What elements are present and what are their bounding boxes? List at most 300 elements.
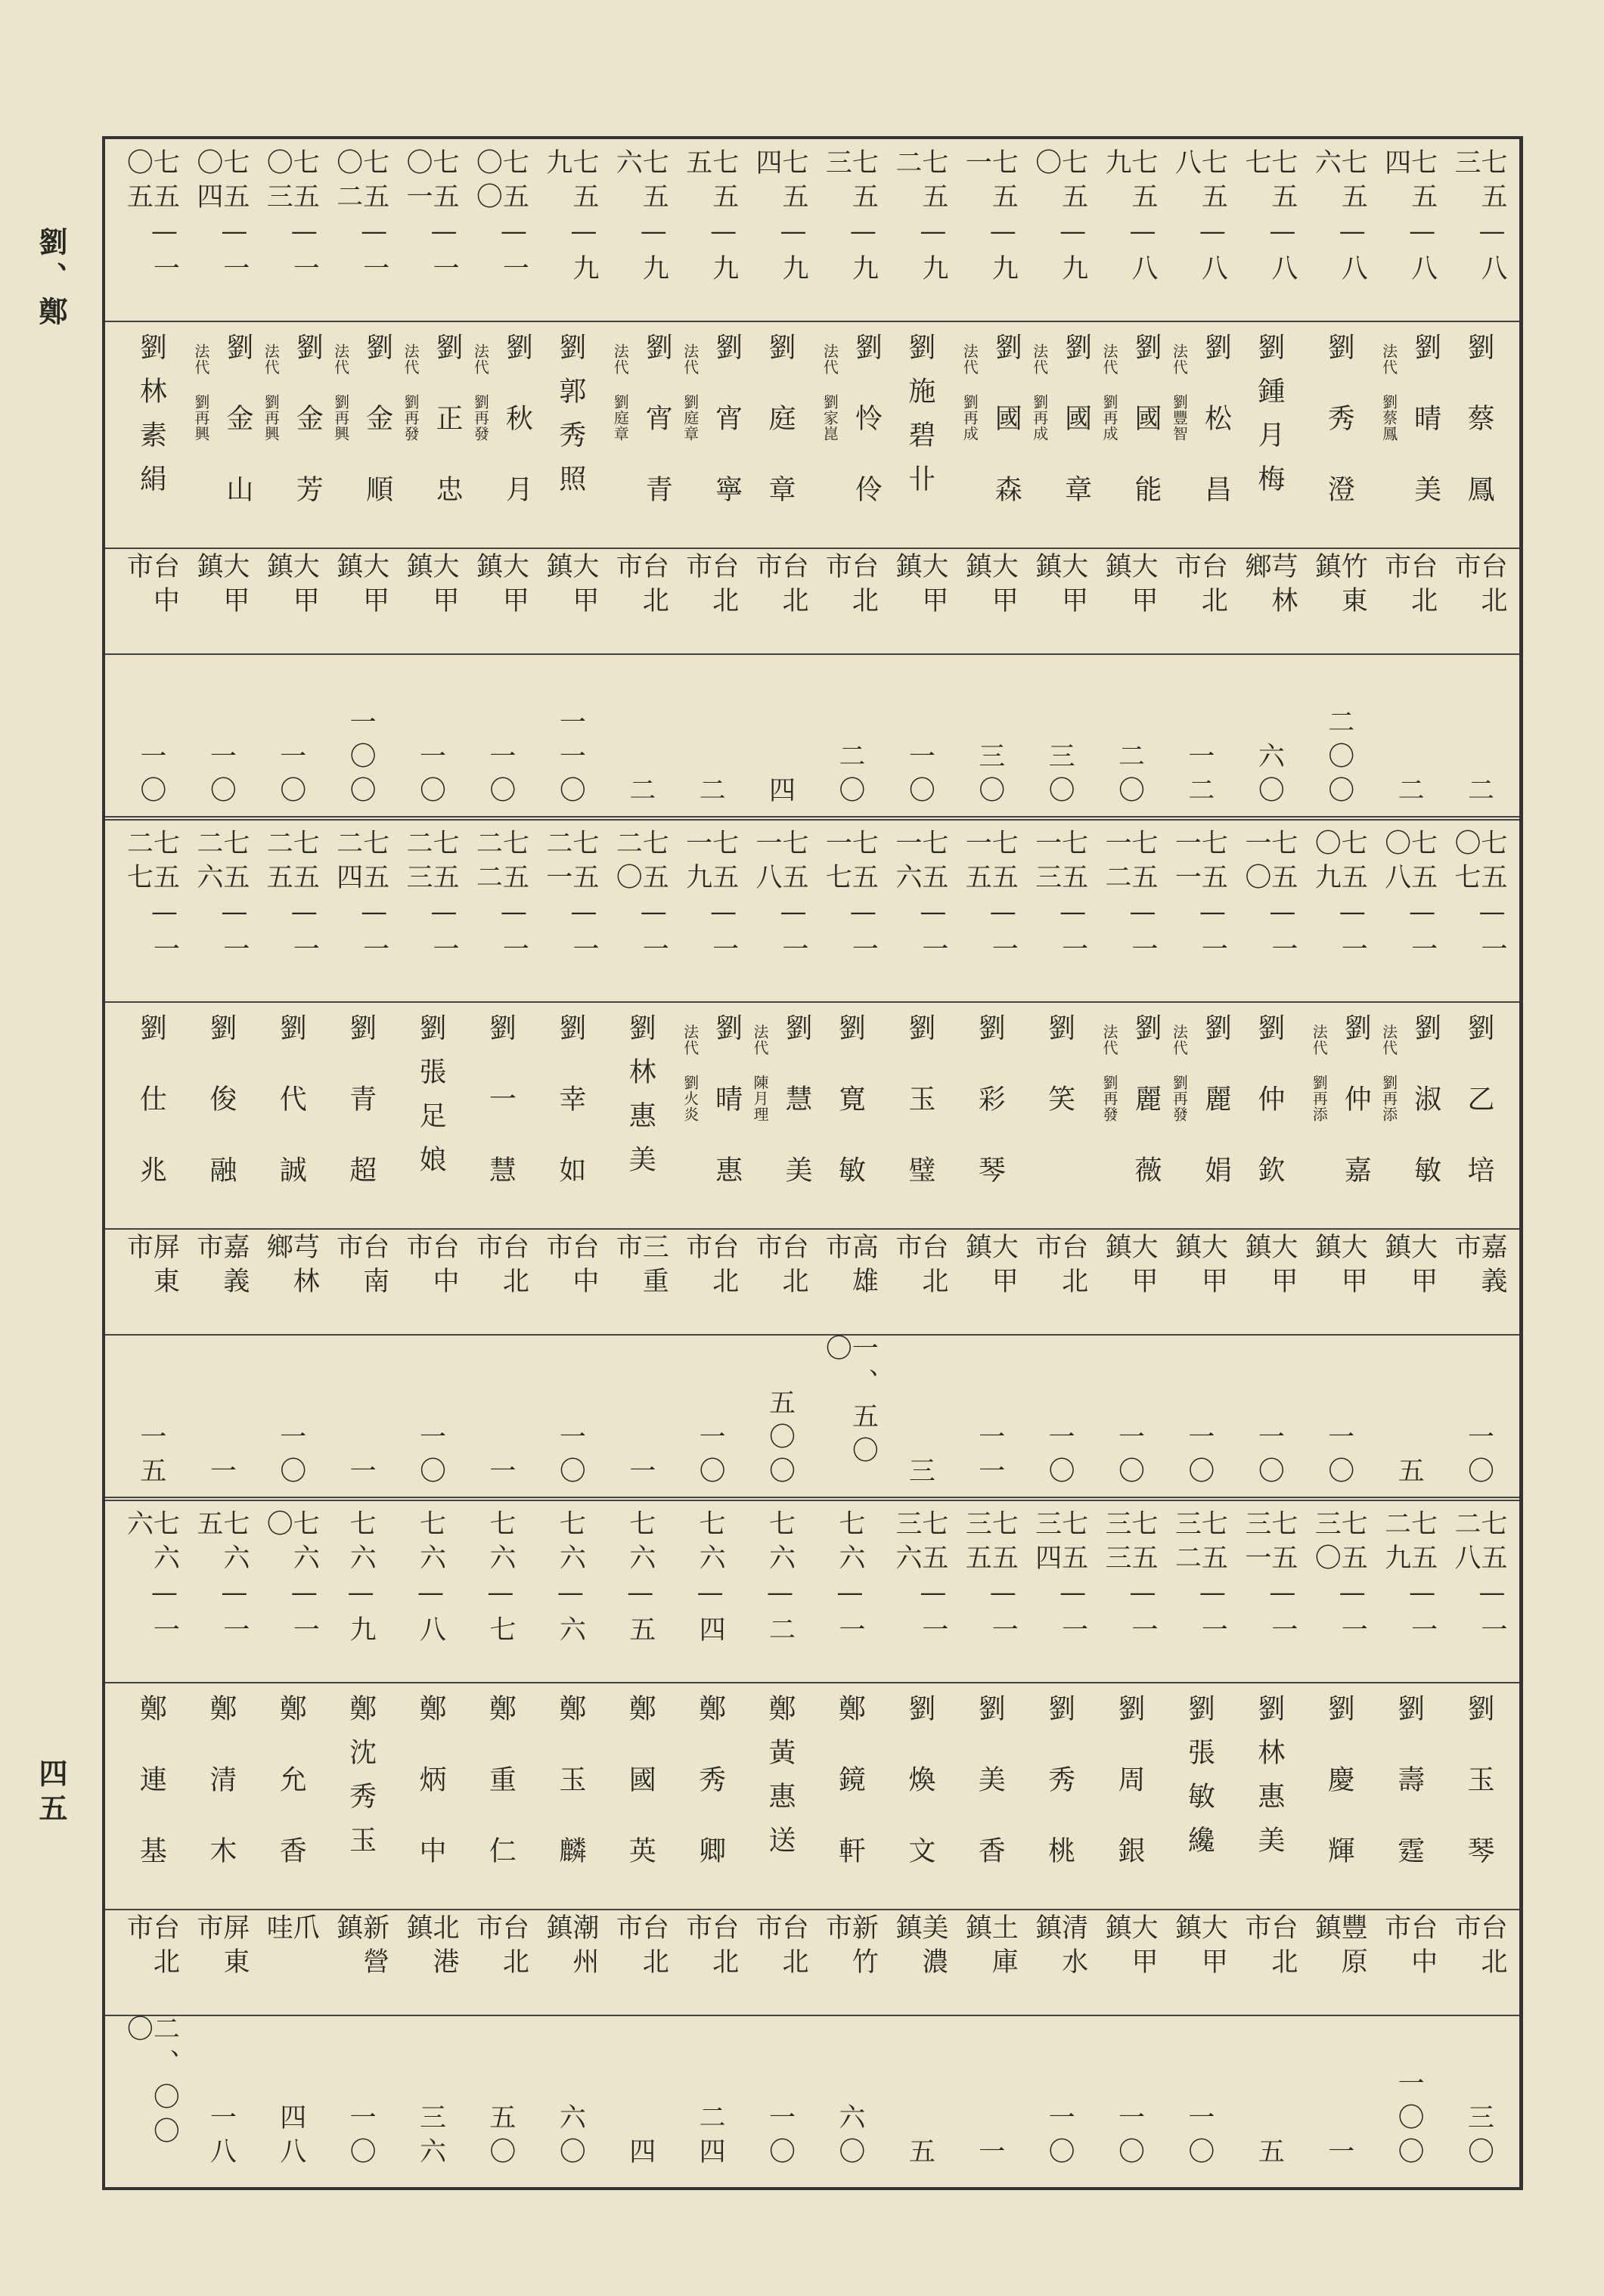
id-cell (814, 820, 884, 1001)
place-text: 新竹市 (821, 1913, 879, 1981)
name-text: 劉仕兆 (135, 1013, 167, 1227)
legal-rep-note: 法代 劉再興 (191, 343, 210, 442)
amount-cell (186, 653, 256, 816)
id-text: 七五—九〇 (1031, 148, 1088, 288)
place-text: 大甲鎮 (402, 552, 459, 620)
amount-cell (1234, 2015, 1304, 2177)
place-text: 台北市 (681, 552, 739, 620)
id-cell (1444, 1500, 1513, 1682)
name-cell (256, 1001, 325, 1228)
id-cell (1304, 139, 1373, 321)
name-cell (605, 1682, 675, 1909)
amount-text: 一〇 (275, 1423, 306, 1491)
amount-cell (885, 1334, 954, 1497)
id-cell (954, 820, 1024, 1001)
place-cell (465, 1909, 535, 2015)
name-text: 劉松昌 (1200, 333, 1232, 546)
amount-text: 一〇 (1044, 2103, 1075, 2171)
amount-cell (1444, 1334, 1513, 1497)
place-cell (186, 1909, 256, 2015)
name-row (105, 1001, 1519, 1230)
amount-cell (1025, 1334, 1094, 1497)
name-text: 劉乙培 (1463, 1013, 1494, 1227)
id-text: 七五—九二 (891, 148, 948, 288)
place-text: 台北市 (1450, 552, 1507, 620)
id-cell (745, 139, 814, 321)
id-text: 七五—一一三 (1031, 829, 1088, 969)
place-cell (885, 1909, 954, 2015)
amount-cell (605, 653, 675, 816)
place-text: 台北市 (1171, 552, 1228, 620)
name-cell (675, 1001, 745, 1228)
amount-cell (675, 1334, 745, 1497)
amount-cell (326, 1334, 396, 1497)
place-cell (675, 1909, 745, 2015)
place-text: 台中市 (402, 1233, 459, 1301)
name-text: 劉林惠美 (1253, 1694, 1285, 1869)
place-text: 台北市 (752, 552, 808, 620)
amount-text: 一 (485, 1457, 516, 1491)
amount-text: 一 (625, 1457, 656, 1491)
place-text: 台北市 (123, 1913, 180, 1981)
name-cell (1094, 1682, 1164, 1909)
id-cell (1234, 1500, 1304, 1682)
id-cell (954, 1500, 1024, 1682)
place-text: 芎林鄉 (262, 1233, 320, 1301)
place-cell (1304, 548, 1373, 653)
place-cell (465, 1228, 535, 1334)
id-row (105, 139, 1519, 322)
amount-text: 一〇 (695, 1423, 726, 1491)
amount-text: 三〇 (1463, 2103, 1494, 2171)
id-text: 七五—一三六 (891, 1509, 948, 1649)
amount-text: 一〇 (415, 742, 446, 810)
amount-cell (1444, 2015, 1513, 2177)
name-cell (535, 321, 605, 548)
amount-text: 一〇 (1323, 1423, 1354, 1491)
place-text: 台北市 (681, 1233, 739, 1301)
amount-text: 一 (974, 2137, 1005, 2171)
place-text: 台北市 (1240, 1913, 1298, 1981)
place-text: 大甲鎮 (332, 552, 389, 620)
id-text: 七五—一二七 (123, 829, 180, 969)
amount-text: 四八 (275, 2103, 306, 2171)
place-text: 大甲鎮 (1171, 1233, 1228, 1301)
name-cell (535, 1001, 605, 1228)
amount-text: 一 (206, 1457, 237, 1491)
id-cell (814, 139, 884, 321)
id-row (105, 820, 1519, 1003)
name-cell (1164, 1001, 1233, 1228)
place-cell (1094, 1228, 1164, 1334)
id-cell (1094, 820, 1164, 1001)
name-cell (885, 1001, 954, 1228)
name-text: 劉怜伶 (851, 333, 883, 546)
name-text: 劉彩琴 (974, 1013, 1006, 1227)
amount-cell (116, 1334, 185, 1497)
place-text: 台北市 (681, 1913, 739, 1981)
name-text: 鄭沈秀玉 (345, 1694, 377, 1869)
name-text: 劉金山 (222, 333, 253, 546)
place-cell (954, 1228, 1024, 1334)
amount-cell (1444, 653, 1513, 816)
name-cell (1234, 1001, 1304, 1228)
legal-rep-note: 法代 劉再發 (1100, 1024, 1118, 1122)
name-cell (396, 1682, 465, 1909)
id-cell (535, 1500, 605, 1682)
place-cell (605, 1228, 675, 1334)
amount-text: 六〇 (1254, 742, 1285, 810)
place-text: 大甲鎮 (1031, 552, 1088, 620)
place-cell (745, 548, 814, 653)
amount-cell (885, 2015, 954, 2177)
id-text: 七五—一二八 (1450, 1509, 1507, 1649)
place-text: 屏東市 (123, 1233, 180, 1301)
amount-text: 一〇 (1254, 1423, 1285, 1491)
name-cell (1094, 321, 1164, 548)
place-cell (256, 548, 325, 653)
id-text: 七六—二 (765, 1509, 796, 1649)
id-text: 七五—八六 (1311, 148, 1368, 288)
amount-text: 一〇 (1114, 2103, 1145, 2171)
place-cell (814, 1909, 884, 2015)
id-text: 七五—八八 (1171, 148, 1228, 288)
name-text: 鄭炳中 (415, 1694, 446, 1907)
name-text: 劉林惠美 (625, 1013, 656, 1189)
name-cell (885, 321, 954, 548)
name-text: 劉麗娟 (1200, 1013, 1232, 1227)
id-text: 七五—一〇四 (192, 148, 250, 288)
place-text: 大甲鎮 (541, 552, 599, 620)
place-text: 台北市 (821, 552, 879, 620)
amount-text: 二〇 (834, 742, 865, 810)
name-row (105, 321, 1519, 549)
name-text: 劉代誠 (275, 1013, 307, 1227)
amount-text: 六〇 (555, 2103, 586, 2171)
name-cell (465, 1001, 535, 1228)
amount-cell (1374, 653, 1444, 816)
amount-text: 一〇 (1044, 1423, 1075, 1491)
name-text: 鄭鏡軒 (834, 1694, 866, 1907)
amount-cell (1164, 2015, 1233, 2177)
id-cell (1025, 820, 1094, 1001)
name-text: 劉晴美 (1410, 333, 1441, 546)
amount-text: 一一〇 (555, 708, 586, 810)
id-text: 七五—九四 (752, 148, 808, 288)
place-text: 嘉義市 (1450, 1233, 1507, 1301)
name-cell (1374, 1001, 1444, 1228)
amount-cell (885, 653, 954, 816)
place-text: 大甲鎮 (1311, 1233, 1368, 1301)
amount-text: 一二 (1184, 742, 1215, 810)
place-cell (256, 1909, 325, 2015)
id-text: 七五—一二一 (541, 829, 599, 969)
amount-cell (814, 2015, 884, 2177)
place-cell (1374, 1228, 1444, 1334)
name-cell (535, 1682, 605, 1909)
amount-text: 四 (625, 2137, 656, 2171)
place-text: 大甲鎮 (1101, 1913, 1158, 1981)
place-text: 大甲鎮 (472, 552, 529, 620)
amount-text: 一〇 (904, 742, 935, 810)
name-cell (1374, 321, 1444, 548)
place-cell (186, 1228, 256, 1334)
place-cell (814, 548, 884, 653)
amount-text: 一 (1323, 2137, 1354, 2171)
place-cell (1094, 548, 1164, 653)
id-text: 七五—一二三 (402, 829, 459, 969)
id-text: 七五—一三〇 (1311, 1509, 1368, 1649)
id-cell (256, 139, 325, 321)
place-text: 大甲鎮 (262, 552, 320, 620)
name-cell (814, 321, 884, 548)
id-cell (186, 139, 256, 321)
amount-cell (1025, 653, 1094, 816)
id-text: 七五—八九 (1101, 148, 1158, 288)
amount-cell (1374, 1334, 1444, 1497)
id-text: 七六—一六 (123, 1509, 180, 1649)
place-cell (116, 1909, 185, 2015)
amount-text: 二四 (695, 2103, 726, 2171)
name-cell (1374, 1682, 1444, 1909)
place-cell (675, 1228, 745, 1334)
place-cell (1444, 548, 1513, 653)
amount-cell (256, 653, 325, 816)
place-text: 大甲鎮 (1171, 1913, 1228, 1981)
amount-cell (605, 1334, 675, 1497)
name-cell (1444, 1682, 1513, 1909)
amount-cell (396, 2015, 465, 2177)
amount-cell (954, 2015, 1024, 2177)
place-cell (1025, 548, 1094, 653)
place-row (105, 548, 1519, 655)
name-cell (745, 321, 814, 548)
amount-cell (745, 1334, 814, 1497)
amount-cell (745, 2015, 814, 2177)
id-cell (1164, 139, 1233, 321)
name-cell (396, 321, 465, 548)
place-text: 竹東鎮 (1311, 552, 1368, 620)
id-cell (186, 820, 256, 1001)
id-cell (605, 820, 675, 1001)
amount-cell (814, 1334, 884, 1497)
amount-cell (1374, 2015, 1444, 2177)
id-text: 七五—一二六 (192, 829, 250, 969)
place-cell (745, 1909, 814, 2015)
name-cell (326, 1682, 396, 1909)
name-text: 鄭連基 (135, 1694, 167, 1907)
id-cell (814, 1500, 884, 1682)
amount-text: 一〇 (1114, 1423, 1145, 1491)
amount-text: 一〇 (415, 1423, 446, 1491)
name-text: 劉仲嘉 (1340, 1013, 1372, 1227)
name-cell (745, 1682, 814, 1909)
name-text: 鄭清木 (205, 1694, 237, 1907)
id-cell (116, 139, 185, 321)
name-cell (256, 321, 325, 548)
place-row (105, 1909, 1519, 2016)
id-cell (326, 820, 396, 1001)
amount-cell (954, 653, 1024, 816)
id-text: 七五—一〇二 (332, 148, 389, 288)
id-cell (745, 820, 814, 1001)
id-cell (1025, 1500, 1094, 1682)
place-text: 清水鎮 (1031, 1913, 1088, 1981)
name-cell (1025, 321, 1094, 548)
name-text: 鄭國英 (625, 1694, 656, 1907)
place-text: 爪 哇 (262, 1913, 320, 1947)
legal-rep-note: 法代 劉家崑 (821, 343, 839, 442)
legal-rep-note: 法代 劉庭章 (611, 343, 630, 442)
name-cell (186, 1682, 256, 1909)
name-text: 劉鍾月梅 (1253, 333, 1285, 508)
name-text: 劉玉璧 (904, 1013, 935, 1227)
amount-text: 一〇〇 (1394, 2069, 1425, 2171)
id-cell (256, 1500, 325, 1682)
name-text: 劉慶輝 (1323, 1694, 1355, 1907)
amount-cell (535, 1334, 605, 1497)
place-text: 台北市 (612, 1913, 669, 1981)
name-cell (1444, 321, 1513, 548)
place-row (105, 1228, 1519, 1336)
name-text: 劉蔡鳳 (1463, 333, 1494, 546)
legal-rep-note: 法代 劉再添 (1379, 1024, 1398, 1122)
name-text: 劉施碧卝 (904, 333, 935, 508)
place-text: 大甲鎮 (891, 552, 948, 620)
amount-text: 一〇 (135, 742, 166, 810)
place-cell (535, 1909, 605, 2015)
amount-cell (745, 653, 814, 816)
id-cell (1094, 1500, 1164, 1682)
id-cell (605, 1500, 675, 1682)
place-cell (326, 1909, 396, 2015)
name-cell (885, 1682, 954, 1909)
amount-text: 一〇 (485, 742, 516, 810)
place-text: 台北市 (752, 1913, 808, 1981)
place-text: 台中市 (541, 1233, 599, 1301)
id-cell (116, 820, 185, 1001)
name-text: 鄭玉麟 (554, 1694, 586, 1907)
id-cell (1374, 139, 1444, 321)
place-text: 台北市 (1031, 1233, 1088, 1301)
donation-table (102, 136, 1523, 2190)
name-text: 劉林素絹 (135, 333, 167, 508)
id-text: 七五—九六 (612, 148, 669, 288)
place-cell (465, 548, 535, 653)
id-text: 七五—一一〇 (1240, 829, 1298, 969)
name-cell (814, 1682, 884, 1909)
amount-row (105, 2015, 1519, 2177)
name-text: 劉慧美 (781, 1013, 812, 1227)
place-text: 大甲鎮 (192, 552, 250, 620)
place-cell (675, 548, 745, 653)
id-cell (465, 820, 535, 1001)
id-text: 七五—八三 (1450, 148, 1507, 288)
id-text: 七五—一二二 (472, 829, 529, 969)
name-text: 劉國能 (1131, 333, 1162, 546)
place-cell (256, 1228, 325, 1334)
legal-rep-note: 法代 劉再發 (1170, 1024, 1189, 1122)
id-cell (1444, 139, 1513, 321)
amount-text: 一〇〇 (346, 708, 377, 810)
place-text: 潮州鎮 (541, 1913, 599, 1981)
place-text: 新營鎮 (332, 1913, 389, 1981)
name-text: 鄭黃惠送 (765, 1694, 796, 1869)
id-text: 七五—一三三 (1101, 1509, 1158, 1649)
amount-row (105, 1334, 1519, 1497)
id-cell (396, 1500, 465, 1682)
name-text: 劉庭章 (765, 333, 796, 546)
amount-cell (1094, 1334, 1164, 1497)
amount-text: 二〇 (1114, 742, 1145, 810)
name-text: 鄭允香 (275, 1694, 307, 1907)
id-text: 七五—一〇〇 (472, 148, 529, 288)
name-cell (675, 321, 745, 548)
name-cell (814, 1001, 884, 1228)
amount-cell (1234, 1334, 1304, 1497)
name-text: 劉國章 (1060, 333, 1092, 546)
id-text: 七五—九三 (821, 148, 879, 288)
place-text: 台中市 (1380, 1913, 1438, 1981)
name-cell (465, 1682, 535, 1909)
place-cell (1164, 548, 1233, 653)
name-cell (465, 321, 535, 548)
id-text: 七五—一三四 (1031, 1509, 1088, 1649)
amount-cell (465, 653, 535, 816)
place-cell (396, 548, 465, 653)
name-text: 劉寛敏 (834, 1013, 866, 1227)
id-cell (465, 139, 535, 321)
id-text: 七五—一〇七 (1450, 829, 1507, 969)
place-text: 台北市 (472, 1913, 529, 1981)
name-cell (1234, 1682, 1304, 1909)
place-text: 大甲鎮 (1240, 1233, 1298, 1301)
id-cell (326, 139, 396, 321)
name-text: 劉秀澄 (1323, 333, 1355, 546)
place-text: 台北市 (612, 552, 669, 620)
place-cell (1304, 1909, 1373, 2015)
id-cell (1164, 1500, 1233, 1682)
id-text: 七五—一一九 (681, 829, 739, 969)
amount-cell (396, 653, 465, 816)
name-text: 劉笑 (1044, 1013, 1075, 1156)
id-cell (1234, 820, 1304, 1001)
id-cell (396, 139, 465, 321)
place-text: 台中市 (123, 552, 180, 620)
id-cell (1374, 1500, 1444, 1682)
place-text: 台北市 (752, 1233, 808, 1301)
id-text: 七六—九 (346, 1509, 377, 1649)
name-cell (1444, 1001, 1513, 1228)
name-cell (605, 321, 675, 548)
name-cell (326, 321, 396, 548)
name-text: 劉宵青 (641, 333, 673, 546)
id-cell (1164, 820, 1233, 1001)
id-cell (186, 1500, 256, 1682)
name-text: 劉國森 (991, 333, 1022, 546)
id-text: 七五—一一五 (961, 829, 1019, 969)
name-text: 劉金順 (361, 333, 393, 546)
place-text: 豐原鎮 (1311, 1913, 1368, 1981)
legal-rep-note: 法代 劉再成 (1100, 343, 1118, 442)
legal-rep-note: 法代 劉豐智 (1170, 343, 1189, 442)
place-text: 高雄市 (821, 1233, 879, 1301)
legal-rep-note: 法代 劉再成 (1030, 343, 1049, 442)
amount-cell (1304, 2015, 1373, 2177)
name-cell (954, 1682, 1024, 1909)
name-text: 劉麗薇 (1131, 1013, 1162, 1227)
place-cell (396, 1228, 465, 1334)
